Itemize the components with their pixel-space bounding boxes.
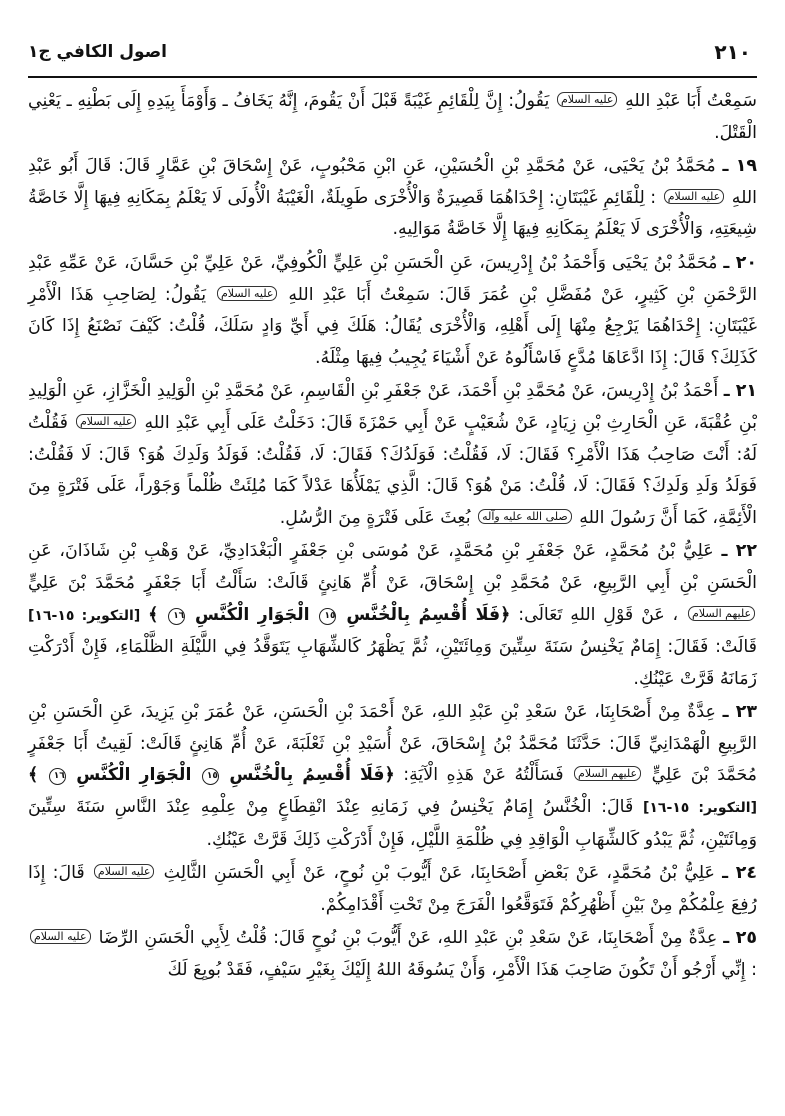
quran-verse: ﴿فَلَا أُقْسِمُ بِالْخُنَّسِ <box>229 765 395 786</box>
verse-number-marker: ١٦ <box>168 608 185 625</box>
hadith-number: ١٩ ـ <box>722 156 757 177</box>
salawat-symbol: عليه السلام <box>557 92 618 107</box>
hadith-21: ٢١ ـ أَحْمَدُ بْنُ إِدْرِيسَ، عَنْ مُحَمَّدِ بْنِ أَحْمَدَ، عَنْ جَعْفَرِ بْنِ الْقَاسِمِ، عَنْ مُحَمَّدِ بْنِ الْوَلِيدِ الْخَزَّازِ، عَنِ الْوَلِيدِ بْنِ عُقْبَةَ، عَنِ الْحَارِثِ بْنِ زِيَادٍ، عَنْ شُعَيْبٍ عَنْ أَبِي حَمْزَةَ قَالَ: دَخَلْتُ عَلَى أَبِي عَبْدِ اللهِ عليه السلام فَقُلْتُ لَهُ: أَنْتَ صَاحِبُ هَذَا الْأَمْرِ؟ فَقَالَ: لَا، فَقُلْتُ: فَوَلَدُكَ؟ فَقَالَ: لَا، فَقُلْتُ: فَوَلَدُ وَلَدِكَ هُوَ؟ قَالَ: لَا فَقُلْتُ: فَوَلَدُ وَلَدِ وَلَدِكَ؟ فَقَالَ: لَا، قُلْتُ: مَنْ هُوَ؟ قَالَ: الَّذِي يَمْلَأُهَا عَدْلاً كَمَا مُلِئَتْ ظُلْماً وَجَوْراً، عَلَى فَتْرَةٍ مِنَ الْأَئِمَّةِ، كَمَا أَنَّ رَسُولَ اللهِ صلى الله عليه وآله بُعِثَ عَلَى فَتْرَةٍ مِنَ الرُّسُلِ. <box>28 381 758 528</box>
quran-reference: [التكوير: ١٥-١٦] <box>28 607 141 624</box>
running-header <box>28 38 751 78</box>
quran-verse: ﴿فَلَا أُقْسِمُ بِالْخُنَّسِ <box>346 604 511 625</box>
hadith-22: ٢٢ ـ عَلِيُّ بْنُ مُحَمَّدٍ، عَنْ جَعْفَرِ بْنِ مُحَمَّدٍ، عَنْ مُوسَى بْنِ جَعْفَرٍ الْبَغْدَادِيِّ، عَنْ وَهْبِ بْنِ شَاذَانَ، عَنِ الْحَسَنِ بْنِ أَبِي الرَّبِيعِ، عَنْ مُحَمَّدِ بْنِ إِسْحَاقَ، عَنْ أُمِّ هَانِئٍ قَالَتْ: سَأَلْتُ أَبَا جَعْفَرٍ مُحَمَّدَ بْنَ عَلِيٍّ عليهم السلام ، عَنْ قَوْلِ اللهِ تَعَالَى: ﴿فَلَا أُقْسِمُ بِالْخُنَّسِ ١٥ الْجَوَارِ الْكُنَّسِ ١٦ ﴾ [التكوير: ١٥-١٦] قَالَتْ: فَقَالَ: إِمَامٌ يَخْنِسُ سَنَةَ سِتِّينَ وَمِائَتَيْنِ، ثُمَّ يَظْهَرُ كَالشِّهَابِ يَتَوَقَّدُ فِي اللَّيْلَةِ الظَّلْمَاءِ، فَإِنْ أَدْرَكْتِ زَمَانَهُ قَرَّتْ عَيْنُكِ. <box>28 541 757 689</box>
quran-verse: الْجَوَارِ الْكُنَّسِ <box>76 765 192 786</box>
hadith-number: ٢٠ ـ <box>723 252 758 273</box>
salawat-symbol: عليه السلام <box>30 929 91 944</box>
salawat-symbol: عليه السلام <box>217 286 278 301</box>
page-body <box>28 86 757 1106</box>
quran-bracket: ﴾ <box>148 604 159 625</box>
quran-verse: الْجَوَارِ الْكُنَّسِ <box>195 604 310 625</box>
quran-reference: [التكوير: ١٥-١٦] <box>642 800 758 817</box>
verse-number-marker: ١٥ <box>319 608 336 625</box>
page-number: ٢١٠ <box>714 40 751 64</box>
salawat-symbol: عليه السلام <box>94 864 155 879</box>
hadith-19: ١٩ ـ مُحَمَّدُ بْنُ يَحْيَى، عَنْ مُحَمَّدِ بْنِ الْحُسَيْنِ، عَنِ ابْنِ مَحْبُوبٍ، عَنْ إِسْحَاقَ بْنِ عَمَّارٍ قَالَ: قَالَ أَبُو عَبْدِ اللهِ عليه السلام : لِلْقَائِمِ غَيْبَتَانِ: إِحْدَاهُمَا قَصِيرَةٌ وَالْأُخْرَى طَوِيلَةٌ، الْغَيْبَةُ الْأُولَى لَا يَعْلَمُ بِمَكَانِهِ فِيهَا إِلَّا خَاصَّةُ شِيعَتِهِ، وَالْأُخْرَى لَا يَعْلَمُ بِمَكَانِهِ فِيهَا إِلَّا خَاصَّةُ مَوَالِيهِ. <box>28 156 757 240</box>
hadith-20: ٢٠ ـ مُحَمَّدُ بْنُ يَحْيَى وَأَحْمَدُ بْنُ إِدْرِيسَ، عَنِ الْحَسَنِ بْنِ عَلِيٍّ الْكُوفِيِّ، عَنْ عَلِيِّ بْنِ حَسَّانَ، عَنْ عَمِّهِ عَبْدِ الرَّحْمَنِ بْنِ كَثِيرٍ، عَنْ مُفَضَّلِ بْنِ عُمَرَ قَالَ: سَمِعْتُ أَبَا عَبْدِ اللهِ عليه السلام يَقُولُ: لِصَاحِبِ هَذَا الْأَمْرِ غَيْبَتَانِ: إِحْدَاهُمَا يَرْجِعُ مِنْهَا إِلَى أَهْلِهِ، وَالْأُخْرَى يُقَالُ: هَلَكَ فِي أَيِّ وَادٍ سَلَكَ، قُلْتُ: كَيْفَ نَصْنَعُ إِذَا كَانَ كَذَلِكَ؟ قَالَ: إِذَا ادَّعَاهَا مُدَّعٍ فَاسْأَلُوهُ عَنْ أَشْيَاءَ يُجِيبُ فِيهَا مِثْلَهُ. <box>28 252 758 368</box>
salawat-symbol: عليه السلام <box>76 414 137 429</box>
hadith-number: ٢٥ ـ <box>723 928 758 949</box>
salawat-nabi-symbol: صلى الله عليه وآله <box>478 509 572 524</box>
book-title: اصول الكافي ج١ <box>28 42 167 62</box>
salawat-symbol: عليهم السلام <box>688 606 755 621</box>
quran-bracket: ﴾ <box>28 765 39 786</box>
hadith-number: ٢٢ ـ <box>721 541 757 562</box>
hadith-23: ٢٣ ـ عِدَّةٌ مِنْ أَصْحَابِنَا، عَنْ سَعْدِ بْنِ عَبْدِ اللهِ، عَنْ أَحْمَدَ بْنِ الْحَسَنِ، عَنْ عُمَرَ بْنِ يَزِيدَ، عَنِ الْحَسَنِ بْنِ الرَّبِيعِ الْهَمْدَانِيِّ قَالَ: حَدَّثَنَا مُحَمَّدُ بْنُ إِسْحَاقَ، عَنْ أُسَيْدِ بْنِ ثَعْلَبَةَ، عَنْ أُمِّ هَانِئٍ قَالَتْ: لَقِيتُ أَبَا جَعْفَرٍ مُحَمَّدَ بْنَ عَلِيٍّ عليهم السلام فَسَأَلْتُهُ عَنْ هَذِهِ الْآيَةِ: ﴿فَلَا أُقْسِمُ بِالْخُنَّسِ ١٥ الْجَوَارِ الْكُنَّسِ ١٦ ﴾ [التكوير: ١٥-١٦] قَالَ: الْخُنَّسُ إِمَامٌ يَخْنِسُ فِي زَمَانِهِ عِنْدَ انْقِطَاعٍ مِنْ عِلْمِهِ عِنْدَ النَّاسِ سَنَةَ سِتِّينَ وَمِائَتَيْنِ، ثُمَّ يَبْدُو كَالشِّهَابِ الْوَاقِدِ فِي ظُلْمَةِ اللَّيْلِ، فَإِنْ أَدْرَكْتِ ذَلِكَ قَرَّتْ عَيْنُكِ. <box>28 702 758 850</box>
hadith-number: ٢٣ ـ <box>722 702 758 723</box>
header-rule <box>28 76 757 78</box>
hadith-25: ٢٥ ـ عِدَّةٌ مِنْ أَصْحَابِنَا، عَنْ سَعْدِ بْنِ عَبْدِ اللهِ، عَنْ أَيُّوبَ بْنِ نُوحٍ قَالَ: قُلْتُ لِأَبِي الْحَسَنِ الرِّضَا عليه السلام : إِنِّي أَرْجُو أَنْ تَكُونَ صَاحِبَ هَذَا الْأَمْرِ، وَأَنْ يَسُوقَهُ اللهُ إِلَيْكَ بِغَيْرِ سَيْفٍ، فَقَدْ بُويِعَ لَكَ <box>28 923 757 986</box>
salawat-symbol: عليهم السلام <box>574 766 641 781</box>
hadith-number: ٢١ ـ <box>723 381 758 402</box>
verse-number-marker: ١٦ <box>49 768 66 785</box>
verse-number-marker: ١٥ <box>202 768 219 785</box>
hadith-continuation: سَمِعْتُ أَبَا عَبْدِ اللهِ عليه السلام يَقُولُ: إِنَّ لِلْقَائِمِ غَيْبَةً قَبْلَ أَنْ يَقُومَ، إِنَّهُ يَخَافُ ـ وَأَوْمَأَ بِيَدِهِ إِلَى بَطْنِهِ ـ يَعْنِي الْقَتْلَ. <box>28 91 757 143</box>
salawat-symbol: عليه السلام <box>664 189 725 204</box>
hadith-24: ٢٤ ـ عَلِيُّ بْنُ مُحَمَّدٍ، عَنْ بَعْضِ أَصْحَابِنَا، عَنْ أَيُّوبَ بْنِ نُوحٍ، عَنْ أَبِي الْحَسَنِ الثَّالِثِ عليه السلام قَالَ: إِذَا رُفِعَ عِلْمُكُمْ مِنْ بَيْنِ أَظْهُرِكُمْ فَتَوَقَّعُوا الْفَرَجَ مِنْ تَحْتِ أَقْدَامِكُمْ. <box>28 863 757 915</box>
hadith-number: ٢٤ ـ <box>722 863 757 884</box>
